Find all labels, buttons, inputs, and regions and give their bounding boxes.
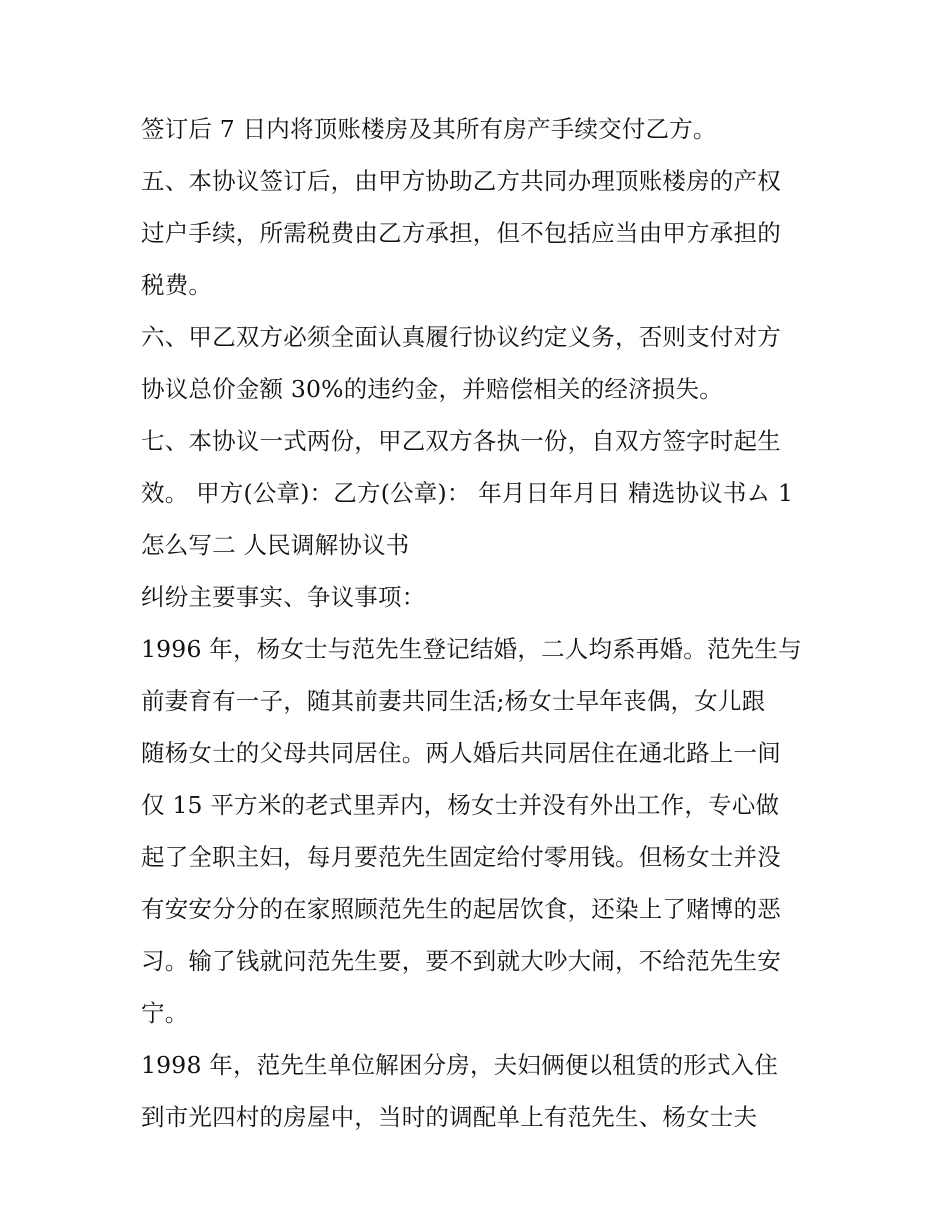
text-line: 宁。 — [141, 999, 189, 1027]
text-line: 税费。 — [141, 271, 213, 299]
text-line: 七、本协议一式两份，甲乙双方各执一份，自双方签字时起生 — [141, 427, 781, 455]
text-line: 签订后 7 日内将顶账楼房及其所有房产手续交付乙方。 — [141, 115, 717, 143]
document-body — [141, 106, 831, 1146]
text-line: 前妻育有一子，随其前妻共同生活;杨女士早年丧偶，女儿跟 — [141, 687, 766, 715]
text-line: 怎么写二 人民调解协议书 — [141, 531, 410, 559]
text-line: 习。输了钱就问范先生要，要不到就大吵大闹，不给范先生安 — [141, 947, 781, 975]
text-line: 仅 15 平方米的老式里弄内，杨女士并没有外出工作，专心做 — [141, 791, 780, 819]
text-line: 协议总价金额 30%的违约金，并赔偿相关的经济损失。 — [141, 375, 723, 403]
text-line: 过户手续，所需税费由乙方承担，但不包括应当由甲方承担的 — [141, 219, 781, 247]
text-line: 1996 年，杨女士与范先生登记结婚，二人均系再婚。范先生与 — [141, 635, 802, 663]
text-line: 起了全职主妇，每月要范先生固定给付零用钱。但杨女士并没 — [141, 843, 781, 871]
text-line: 效。 甲方(公章)：乙方(公章)： 年月日年月日 精选协议书ム 1 — [141, 479, 794, 507]
text-line: 随杨女士的父母共同居住。两人婚后共同居住在通北路上一间 — [141, 739, 781, 767]
text-line: 五、本协议签订后，由甲方协助乙方共同办理顶账楼房的产权 — [141, 167, 781, 195]
text-line: 纠纷主要事实、争议事项： — [141, 583, 426, 611]
text-line: 有安安分分的在家照顾范先生的起居饮食，还染上了赌博的恶 — [141, 895, 781, 923]
text-line: 六、甲乙双方必须全面认真履行协议约定义务，否则支付对方 — [141, 323, 781, 351]
text-line: 到市光四村的房屋中，当时的调配单上有范先生、杨女士夫 — [141, 1103, 758, 1131]
text-line: 1998 年，范先生单位解困分房，夫妇俩便以租赁的形式入住 — [141, 1051, 779, 1079]
